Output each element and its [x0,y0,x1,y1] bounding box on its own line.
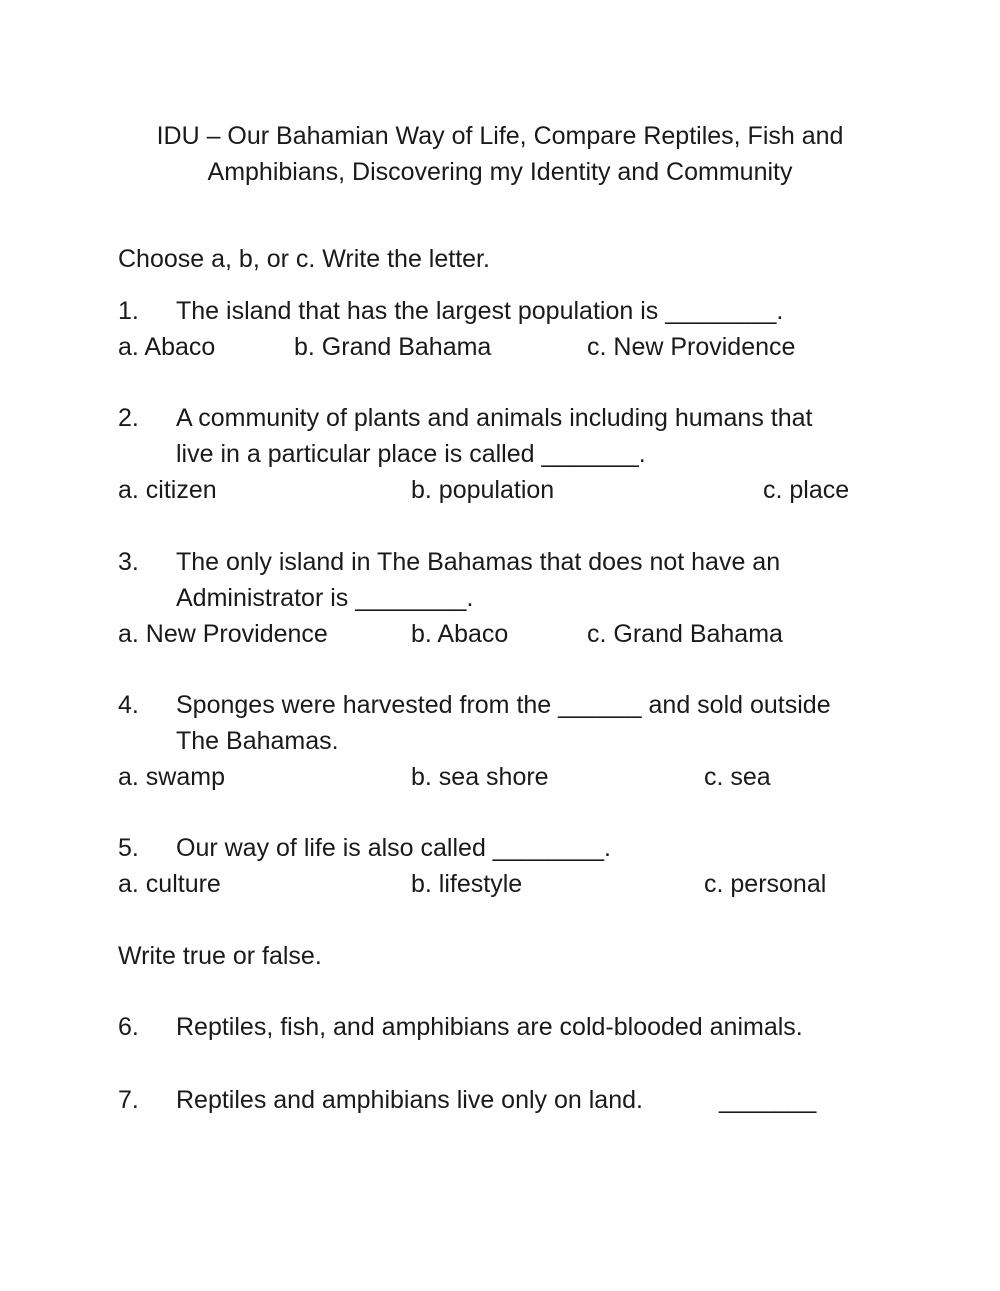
question-3-text-line-1: The only island in The Bahamas that does not have an [176,548,781,576]
question-4-number: 4. [118,691,139,719]
question-5-number: 5. [118,834,139,862]
question-1-option-b: b. Grand Bahama [294,333,492,361]
question-4-option-a: a. swamp [118,763,225,791]
question-2-number: 2. [118,404,139,432]
title-line-1: IDU – Our Bahamian Way of Life, Compare Reptiles, Fish and [156,122,844,150]
question-2-text-line-1: A community of plants and animals including humans that [176,404,813,432]
question-2-option-c: c. place [763,476,850,504]
question-4-option-b: b. sea shore [411,763,549,791]
question-4-text-line-1: Sponges were harvested from the ______ and sold outside [176,691,831,719]
question-1-text: The island that has the largest population is ________. [176,297,784,325]
question-5-option-b: b. lifestyle [411,870,523,898]
question-4-text-line-2: The Bahamas. [176,727,339,755]
question-7-answer-blank: _______ [719,1086,817,1114]
question-5-text: Our way of life is also called ________. [176,834,611,862]
question-6-number: 6. [118,1013,139,1041]
question-7-text: Reptiles and amphibians live only on land. [176,1086,643,1114]
question-4-option-c: c. sea [704,763,771,791]
question-2-option-a: a. citizen [118,476,217,504]
question-1-option-a: a. Abaco [118,333,216,361]
multiple-choice-instructions: Choose a, b, or c. Write the letter. [118,245,490,273]
title-line-2: Amphibians, Discovering my Identity and Community [207,158,793,186]
question-3-option-c: c. Grand Bahama [587,620,783,648]
question-6-text: Reptiles, fish, and amphibians are cold-blooded animals. [176,1013,803,1041]
true-false-instructions: Write true or false. [118,942,322,970]
question-2-text-line-2: live in a particular place is called _______. [176,440,646,468]
worksheet-title [60,118,940,190]
question-3-option-a: a. New Providence [118,620,328,648]
question-5-option-a: a. culture [118,870,221,898]
question-3-text-line-2: Administrator is ________. [176,584,474,612]
question-2-option-b: b. population [411,476,555,504]
question-3-option-b: b. Abaco [411,620,509,648]
question-5-option-c: c. personal [704,870,827,898]
question-7-number: 7. [118,1086,139,1114]
question-1-option-c: c. New Providence [587,333,796,361]
question-1-number: 1. [118,297,139,325]
question-3-number: 3. [118,548,139,576]
